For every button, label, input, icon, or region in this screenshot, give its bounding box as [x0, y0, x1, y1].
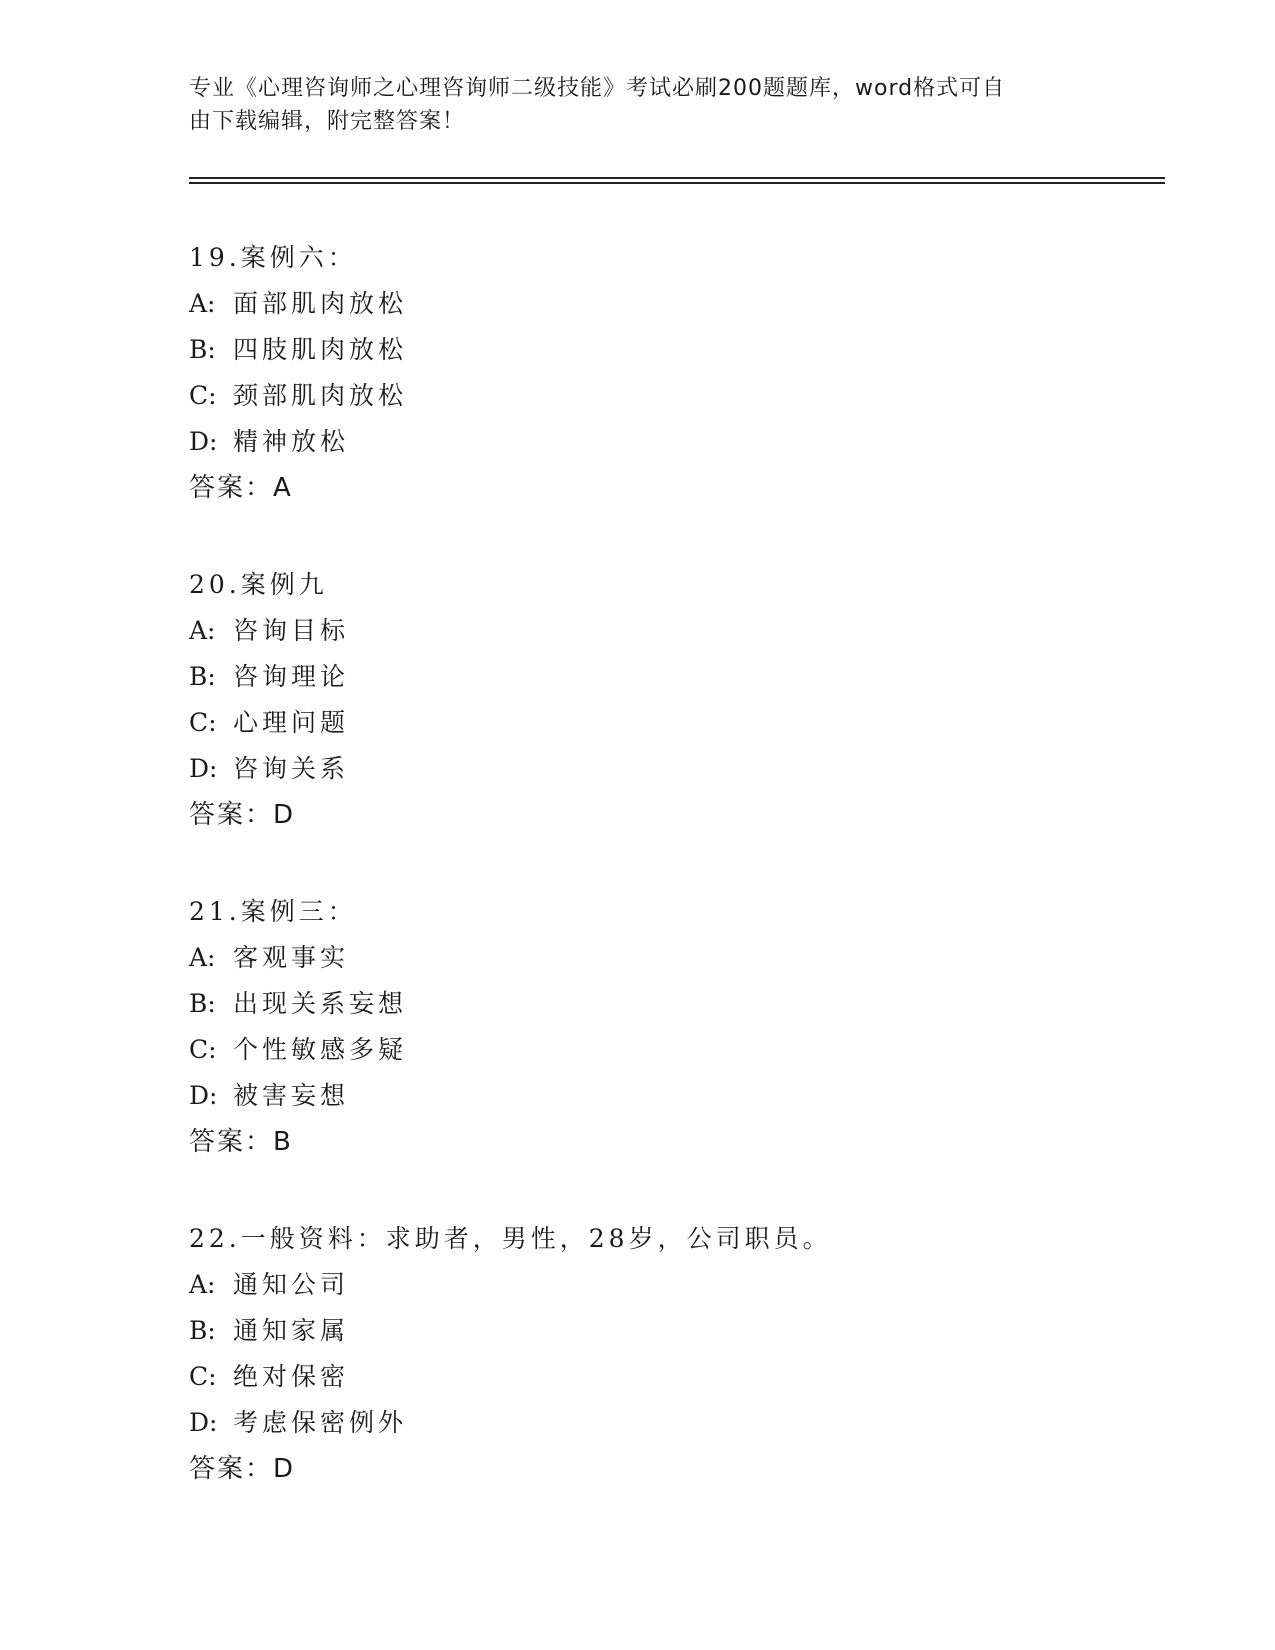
question-stem: 20.案例九: [189, 570, 328, 599]
option-b: [189, 1308, 1149, 1354]
option-text: 客观事实: [233, 943, 350, 972]
option-c: [189, 700, 1149, 746]
header-line-2: 由下载编辑，附完整答案！: [189, 109, 466, 134]
header-line-1: 专业《心理咨询师之心理咨询师二级技能》考试必刷200题题库，word格式可自: [189, 76, 1006, 101]
header-divider-top: [189, 177, 1165, 179]
question-20: [189, 562, 1149, 838]
option-a: [189, 281, 1149, 327]
option-text: 出现关系妄想: [233, 989, 408, 1018]
question-19: [189, 235, 1149, 511]
option-text: 咨询目标: [233, 616, 350, 645]
option-c: [189, 1354, 1149, 1400]
option-letter: A:: [189, 1270, 216, 1299]
option-text: 被害妄想: [233, 1081, 350, 1110]
option-letter: C:: [189, 1035, 217, 1064]
option-text: 通知家属: [233, 1316, 350, 1345]
option-text: 面部肌肉放松: [233, 289, 408, 318]
question-21: [189, 889, 1149, 1165]
option-letter: B:: [189, 662, 216, 691]
option-letter: D:: [189, 1081, 218, 1110]
option-letter: C:: [189, 708, 217, 737]
option-b: [189, 327, 1149, 373]
option-letter: C:: [189, 381, 217, 410]
option-letter: B:: [189, 989, 216, 1018]
header-divider-bottom: [189, 182, 1165, 184]
option-d: [189, 1073, 1149, 1119]
option-b: [189, 981, 1149, 1027]
question-stem: 22.一般资料：求助者，男性，28岁，公司职员。: [189, 1224, 832, 1253]
option-text: 通知公司: [233, 1270, 350, 1299]
option-a: [189, 935, 1149, 981]
option-letter: D:: [189, 754, 218, 783]
option-text: 颈部肌肉放松: [233, 381, 408, 410]
option-d: [189, 746, 1149, 792]
option-letter: A:: [189, 289, 216, 318]
option-text: 四肢肌肉放松: [233, 335, 408, 364]
question-list: [189, 235, 1149, 1543]
option-c: [189, 373, 1149, 419]
option-b: [189, 654, 1149, 700]
option-text: 咨询理论: [233, 662, 350, 691]
answer-line: 答案：D: [189, 1454, 296, 1484]
option-letter: C:: [189, 1362, 217, 1391]
option-text: 心理问题: [233, 708, 350, 737]
option-text: 考虑保密例外: [233, 1408, 408, 1437]
option-a: [189, 608, 1149, 654]
option-letter: D:: [189, 1408, 218, 1437]
answer-line: 答案：B: [189, 1127, 293, 1157]
option-text: 绝对保密: [233, 1362, 350, 1391]
option-text: 咨询关系: [233, 754, 350, 783]
answer-line: 答案：D: [189, 800, 296, 830]
option-d: [189, 1400, 1149, 1446]
option-letter: A:: [189, 616, 216, 645]
option-letter: B:: [189, 1316, 216, 1345]
option-letter: A:: [189, 943, 216, 972]
option-letter: D:: [189, 427, 218, 456]
option-c: [189, 1027, 1149, 1073]
question-stem: 21.案例三：: [189, 897, 357, 926]
document-header: [189, 72, 1089, 138]
option-a: [189, 1262, 1149, 1308]
question-stem: 19.案例六：: [189, 243, 357, 272]
option-letter: B:: [189, 335, 216, 364]
option-text: 个性敏感多疑: [233, 1035, 408, 1064]
question-22: [189, 1216, 1149, 1492]
answer-line: 答案：A: [189, 473, 293, 503]
option-text: 精神放松: [233, 427, 350, 456]
option-d: [189, 419, 1149, 465]
